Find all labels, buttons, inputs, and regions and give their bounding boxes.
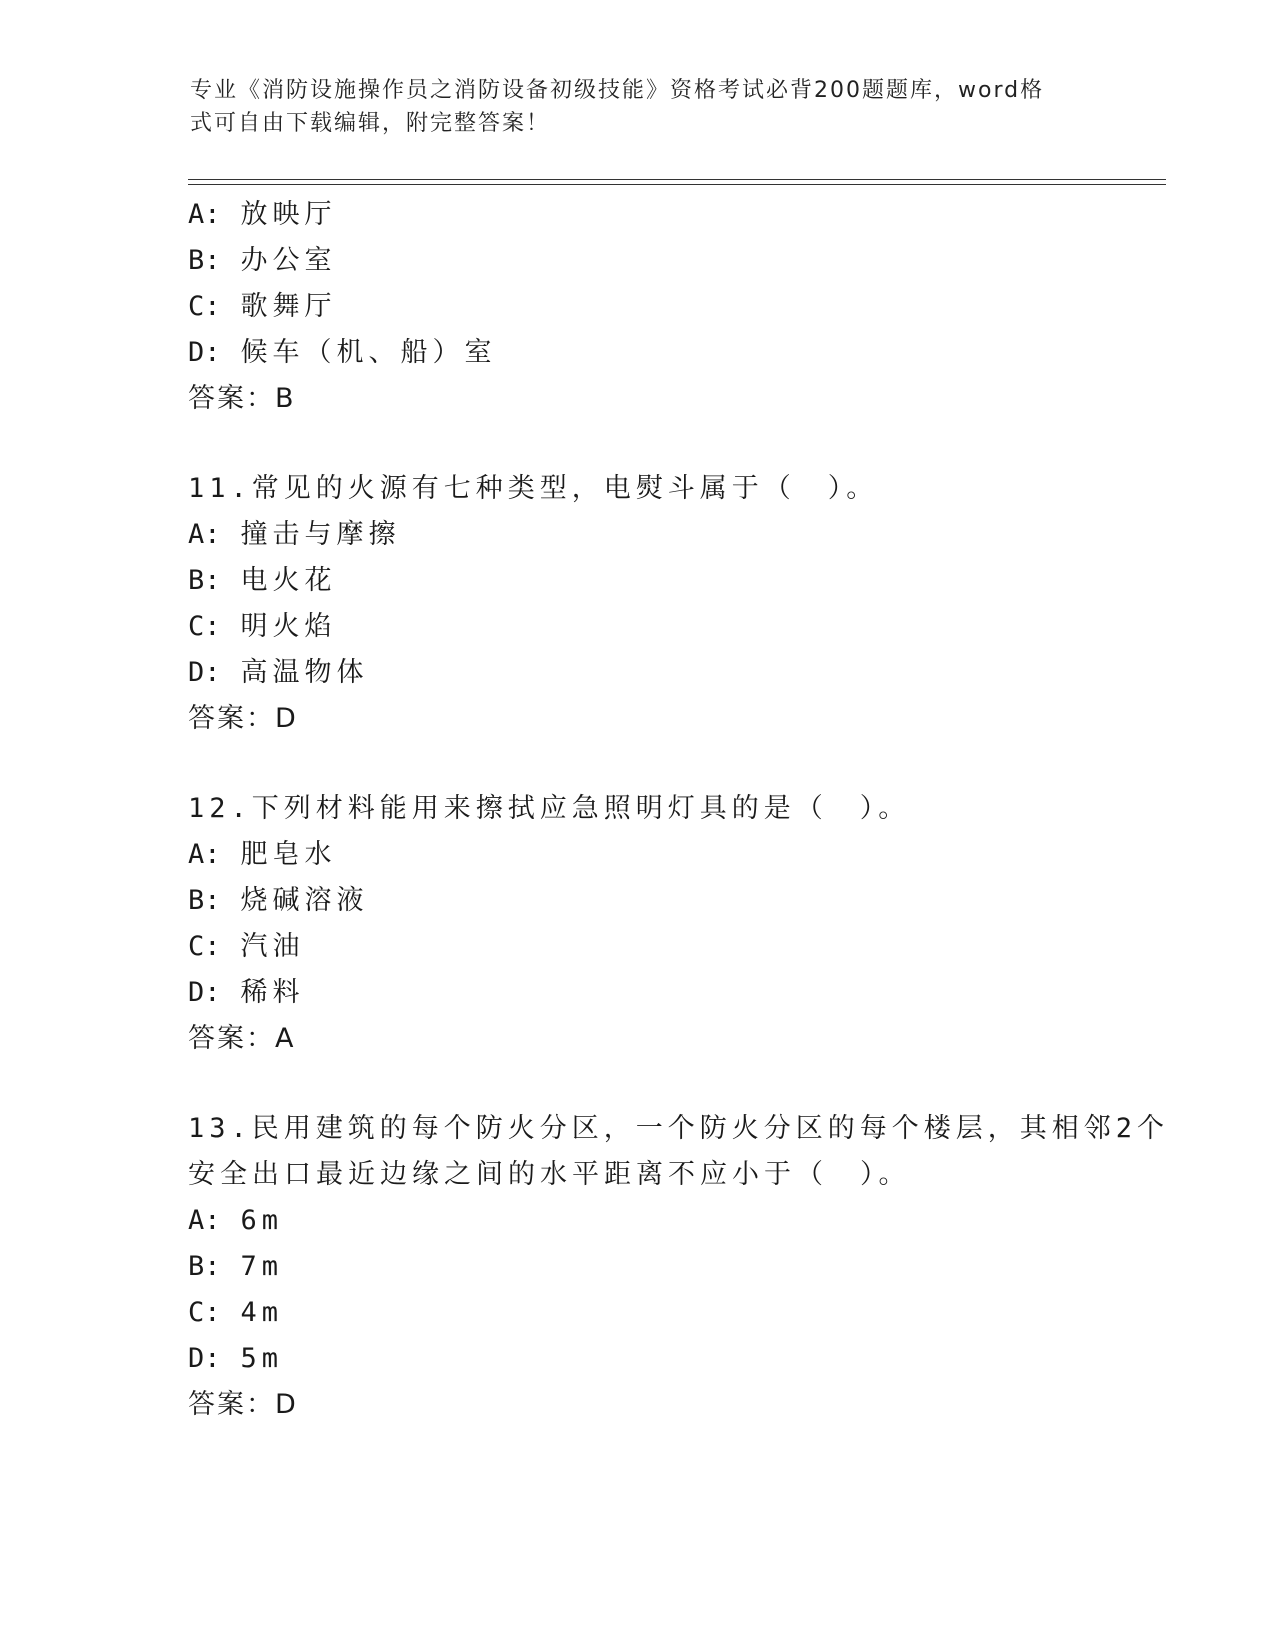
option-b: B: 办公室: [188, 245, 337, 276]
option-a: A: 撞击与摩擦: [188, 519, 401, 550]
option-b: B: 烧碱溶液: [188, 885, 369, 916]
answer-line: 答案：D: [188, 1389, 298, 1420]
question-13-block: [188, 1106, 1170, 1428]
question-list: [188, 192, 1170, 1428]
option-text: 办公室: [240, 245, 337, 276]
option-c: C: 明火焰: [188, 611, 337, 642]
question-10-block: [188, 192, 1148, 422]
question-text-line-1: 13.民用建筑的每个防火分区，一个防火分区的每个楼层，其相邻2个: [188, 1113, 1170, 1144]
option-text: 高温物体: [240, 657, 369, 688]
document-header: [190, 74, 1090, 140]
option-c: C: 汽油: [188, 931, 305, 962]
option-text: 5m: [240, 1343, 284, 1374]
header-divider-bottom: [188, 184, 1166, 185]
question-text: 11.常见的火源有七种类型，电熨斗属于（ ）。: [188, 473, 879, 504]
option-text: 歌舞厅: [240, 291, 337, 322]
option-text: 6m: [240, 1205, 284, 1236]
option-text: 稀料: [240, 977, 305, 1008]
option-c: C: 歌舞厅: [188, 291, 337, 322]
header-divider-top: [188, 179, 1166, 180]
option-b: B: 电火花: [188, 565, 337, 596]
option-text: 候车（机、船）室: [240, 337, 497, 368]
answer-line: 答案：A: [188, 1023, 296, 1054]
option-d: D: 稀料: [188, 977, 305, 1008]
question-12-block: [188, 786, 1148, 1062]
option-text: 7m: [240, 1251, 284, 1282]
question-11-block: [188, 466, 1148, 742]
option-c: C: 4m: [188, 1297, 284, 1328]
option-a: A: 放映厅: [188, 199, 337, 230]
header-line-2: 式可自由下载编辑，附完整答案！: [190, 111, 551, 136]
option-a: A: 肥皂水: [188, 839, 337, 870]
answer-line: 答案：B: [188, 383, 296, 414]
option-text: 汽油: [240, 931, 305, 962]
option-text: 肥皂水: [240, 839, 337, 870]
option-text: 放映厅: [240, 199, 337, 230]
option-text: 明火焰: [240, 611, 337, 642]
question-text: 12.下列材料能用来擦拭应急照明灯具的是（ ）。: [188, 793, 911, 824]
option-text: 4m: [240, 1297, 284, 1328]
option-d: D: 高温物体: [188, 657, 369, 688]
option-text: 撞击与摩擦: [240, 519, 401, 550]
header-line-1: 专业《消防设施操作员之消防设备初级技能》资格考试必背200题题库，word格: [190, 78, 1045, 103]
option-b: B: 7m: [188, 1251, 284, 1282]
question-text-line-2: 安全出口最近边缘之间的水平距离不应小于（ ）。: [188, 1159, 911, 1190]
option-a: A: 6m: [188, 1205, 284, 1236]
option-d: D: 5m: [188, 1343, 284, 1374]
option-text: 电火花: [240, 565, 337, 596]
option-d: D: 候车（机、船）室: [188, 337, 497, 368]
answer-line: 答案：D: [188, 703, 298, 734]
option-text: 烧碱溶液: [240, 885, 369, 916]
